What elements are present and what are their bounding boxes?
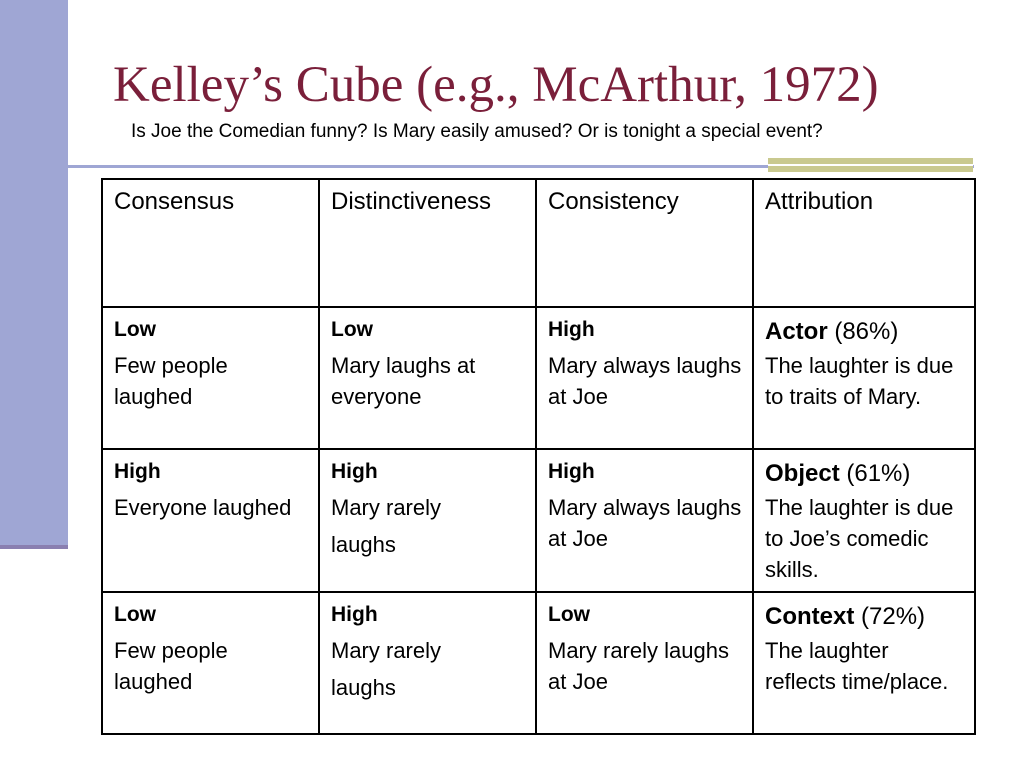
attribution-desc: The laughter is due to traits of Mary. xyxy=(765,353,954,409)
header-distinctiveness: Distinctiveness xyxy=(319,179,536,307)
distinctiveness-level: High xyxy=(331,460,378,483)
accent-stripes xyxy=(768,158,973,176)
consensus-cell xyxy=(102,307,319,449)
consensus-level: Low xyxy=(114,603,156,626)
header-attribution: Attribution xyxy=(753,179,975,307)
attribution-pct: (61%) xyxy=(846,460,911,487)
distinctiveness-desc-line: Mary rarely xyxy=(331,638,442,663)
consensus-cell xyxy=(102,592,319,734)
left-decorative-bar xyxy=(0,0,68,545)
consistency-level: High xyxy=(548,460,595,483)
consensus-cell xyxy=(102,449,319,592)
attribution-label: Actor xyxy=(765,318,828,345)
consistency-desc: Mary always laughs at Joe xyxy=(548,495,742,551)
consensus-desc: Few people laughed xyxy=(114,638,228,694)
consistency-cell xyxy=(536,307,753,449)
slide-title: Kelley’s Cube (e.g., McArthur, 1972) xyxy=(113,57,879,113)
consensus-desc: Everyone laughed xyxy=(114,495,292,520)
table-row xyxy=(102,449,975,592)
left-bar-edge xyxy=(0,545,68,549)
attribution-cell xyxy=(753,449,975,592)
attribution-cell xyxy=(753,307,975,449)
consistency-cell xyxy=(536,449,753,592)
consensus-desc: Few people laughed xyxy=(114,353,228,409)
consistency-desc: Mary always laughs at Joe xyxy=(548,353,742,409)
attribution-desc: The laughter reflects time/place. xyxy=(765,638,949,694)
table-header-row xyxy=(102,179,975,307)
distinctiveness-cell xyxy=(319,307,536,449)
distinctiveness-desc: Mary laughs at everyone xyxy=(331,353,476,409)
consistency-level: Low xyxy=(548,603,590,626)
consensus-level: Low xyxy=(114,318,156,341)
table-row xyxy=(102,307,975,449)
distinctiveness-desc-line: laughs xyxy=(331,675,396,700)
consensus-level: High xyxy=(114,460,161,483)
consistency-cell xyxy=(536,592,753,734)
distinctiveness-desc xyxy=(331,492,525,560)
distinctiveness-desc-line: laughs xyxy=(331,532,396,557)
attribution-cell xyxy=(753,592,975,734)
attribution-label: Object xyxy=(765,460,840,487)
distinctiveness-level: High xyxy=(331,603,378,626)
distinctiveness-cell xyxy=(319,592,536,734)
table-row xyxy=(102,592,975,734)
attribution-pct: (72%) xyxy=(861,603,926,630)
attribution-pct: (86%) xyxy=(834,318,899,345)
distinctiveness-desc xyxy=(331,635,525,703)
kelley-cube-table xyxy=(101,178,976,735)
consistency-level: High xyxy=(548,318,595,341)
header-consistency: Consistency xyxy=(536,179,753,307)
attribution-label: Context xyxy=(765,603,855,630)
distinctiveness-level: Low xyxy=(331,318,373,341)
distinctiveness-desc-line: Mary rarely xyxy=(331,495,442,520)
consistency-desc: Mary rarely laughs at Joe xyxy=(548,638,729,694)
slide-subtitle: Is Joe the Comedian funny? Is Mary easily amused? Or is tonight a special event? xyxy=(131,121,823,142)
attribution-desc: The laughter is due to Joe’s comedic skills. xyxy=(765,495,954,582)
header-consensus: Consensus xyxy=(102,179,319,307)
distinctiveness-cell xyxy=(319,449,536,592)
